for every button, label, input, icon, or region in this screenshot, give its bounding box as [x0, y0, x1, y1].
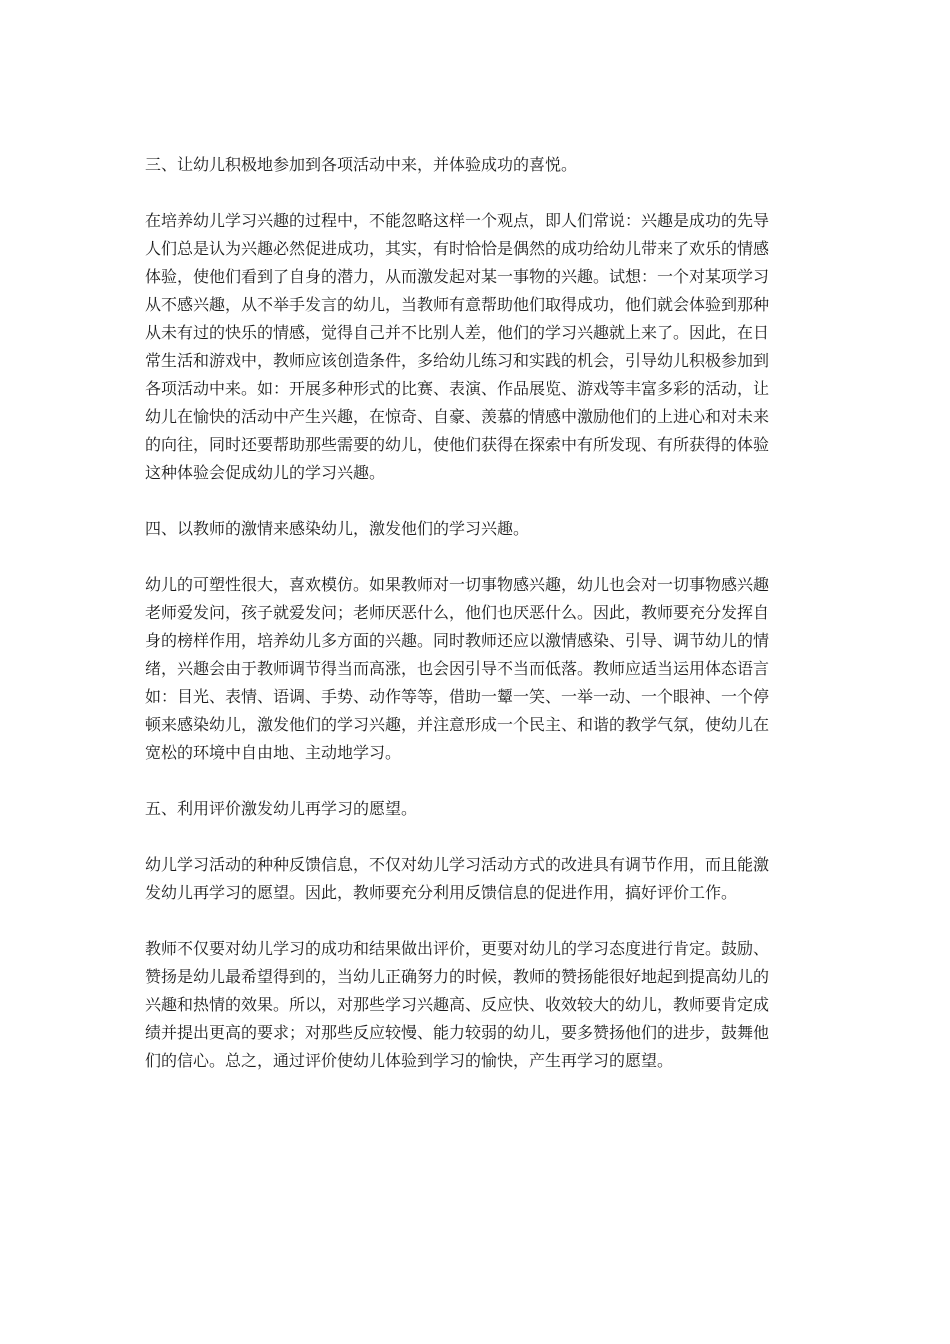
text-line: 五、利用评价激发幼儿再学习的愿望。 [145, 799, 418, 818]
text-line: 教师不仅要对幼儿学习的成功和结果做出评价，更要对幼儿的学习态度进行肯定。鼓励、 [145, 939, 770, 958]
paragraph-section-3 [145, 207, 813, 487]
text-line: 幼儿学习活动的种种反馈信息，不仅对幼儿学习活动方式的改进具有调节作用，而且能激 [145, 855, 770, 874]
text-line: 三、让幼儿积极地参加到各项活动中来，并体验成功的喜悦。 [145, 155, 578, 174]
text-line: 幼儿在愉快的活动中产生兴趣，在惊奇、自豪、羡慕的情感中激励他们的上进心和对未来 [145, 407, 770, 426]
text-line: 人们总是认为兴趣必然促进成功，其实，有时恰恰是偶然的成功给幼儿带来了欢乐的情感 [145, 239, 770, 258]
paragraph-gap [145, 487, 813, 515]
text-line: 身的榜样作用，培养幼儿多方面的兴趣。同时教师还应以激情感染、引导、调节幼儿的情 [145, 631, 770, 650]
paragraph-gap [145, 823, 813, 851]
section-heading-5 [145, 795, 813, 823]
text-line: 如：目光、表情、语调、手势、动作等等，借助一颦一笑、一举一动、一个眼神、一个停 [145, 687, 770, 706]
text-line: 宽松的环境中自由地、主动地学习。 [145, 743, 402, 762]
text-line: 赞扬是幼儿最希望得到的，当幼儿正确努力的时候，教师的赞扬能很好地起到提高幼儿的 [145, 967, 770, 986]
paragraph-gap [145, 179, 813, 207]
text-line: 在培养幼儿学习兴趣的过程中，不能忽略这样一个观点，即人们常说：兴趣是成功的先导 [145, 211, 770, 230]
text-line: 老师爱发问，孩子就爱发问；老师厌恶什么，他们也厌恶什么。因此，教师要充分发挥自 [145, 603, 770, 622]
paragraph-section-5-b [145, 935, 813, 1075]
paragraph-section-4 [145, 571, 813, 767]
text-line: 们的信心。总之，通过评价使幼儿体验到学习的愉快，产生再学习的愿望。 [145, 1051, 674, 1070]
text-line: 体验，使他们看到了自身的潜力，从而激发起对某一事物的兴趣。试想：一个对某项学习 [145, 267, 770, 286]
text-line: 各项活动中来。如：开展多种形式的比赛、表演、作品展览、游戏等丰富多彩的活动，让 [145, 379, 770, 398]
text-line: 兴趣和热情的效果。所以，对那些学习兴趣高、反应快、收效较大的幼儿，教师要肯定成 [145, 995, 770, 1014]
paragraph-gap [145, 907, 813, 935]
text-line: 绪，兴趣会由于教师调节得当而高涨，也会因引导不当而低落。教师应适当运用体态语言 [145, 659, 770, 678]
section-heading-4 [145, 515, 813, 543]
text-line: 幼儿的可塑性很大，喜欢模仿。如果教师对一切事物感兴趣，幼儿也会对一切事物感兴趣 [145, 575, 770, 594]
paragraph-gap [145, 767, 813, 795]
text-line: 发幼儿再学习的愿望。因此，教师要充分利用反馈信息的促进作用，搞好评价工作。 [145, 883, 738, 902]
text-line: 的向往，同时还要帮助那些需要的幼儿，使他们获得在探索中有所发现、有所获得的体验 [145, 435, 770, 454]
text-line: 从未有过的快乐的情感，觉得自己并不比别人差，他们的学习兴趣就上来了。因此，在日 [145, 323, 770, 342]
paragraph-gap [145, 543, 813, 571]
text-line: 这种体验会促成幼儿的学习兴趣。 [145, 463, 386, 482]
document-body [145, 151, 813, 1075]
text-line: 四、以教师的激情来感染幼儿，激发他们的学习兴趣。 [145, 519, 530, 538]
text-line: 从不感兴趣，从不举手发言的幼儿，当教师有意帮助他们取得成功，他们就会体验到那种 [145, 295, 770, 314]
text-line: 绩并提出更高的要求；对那些反应较慢、能力较弱的幼儿，要多赞扬他们的进步，鼓舞他 [145, 1023, 770, 1042]
section-heading-3 [145, 151, 813, 179]
text-line: 常生活和游戏中，教师应该创造条件，多给幼儿练习和实践的机会，引导幼儿积极参加到 [145, 351, 770, 370]
paragraph-section-5-a [145, 851, 813, 907]
text-line: 顿来感染幼儿，激发他们的学习兴趣，并注意形成一个民主、和谐的教学气氛，使幼儿在 [145, 715, 770, 734]
